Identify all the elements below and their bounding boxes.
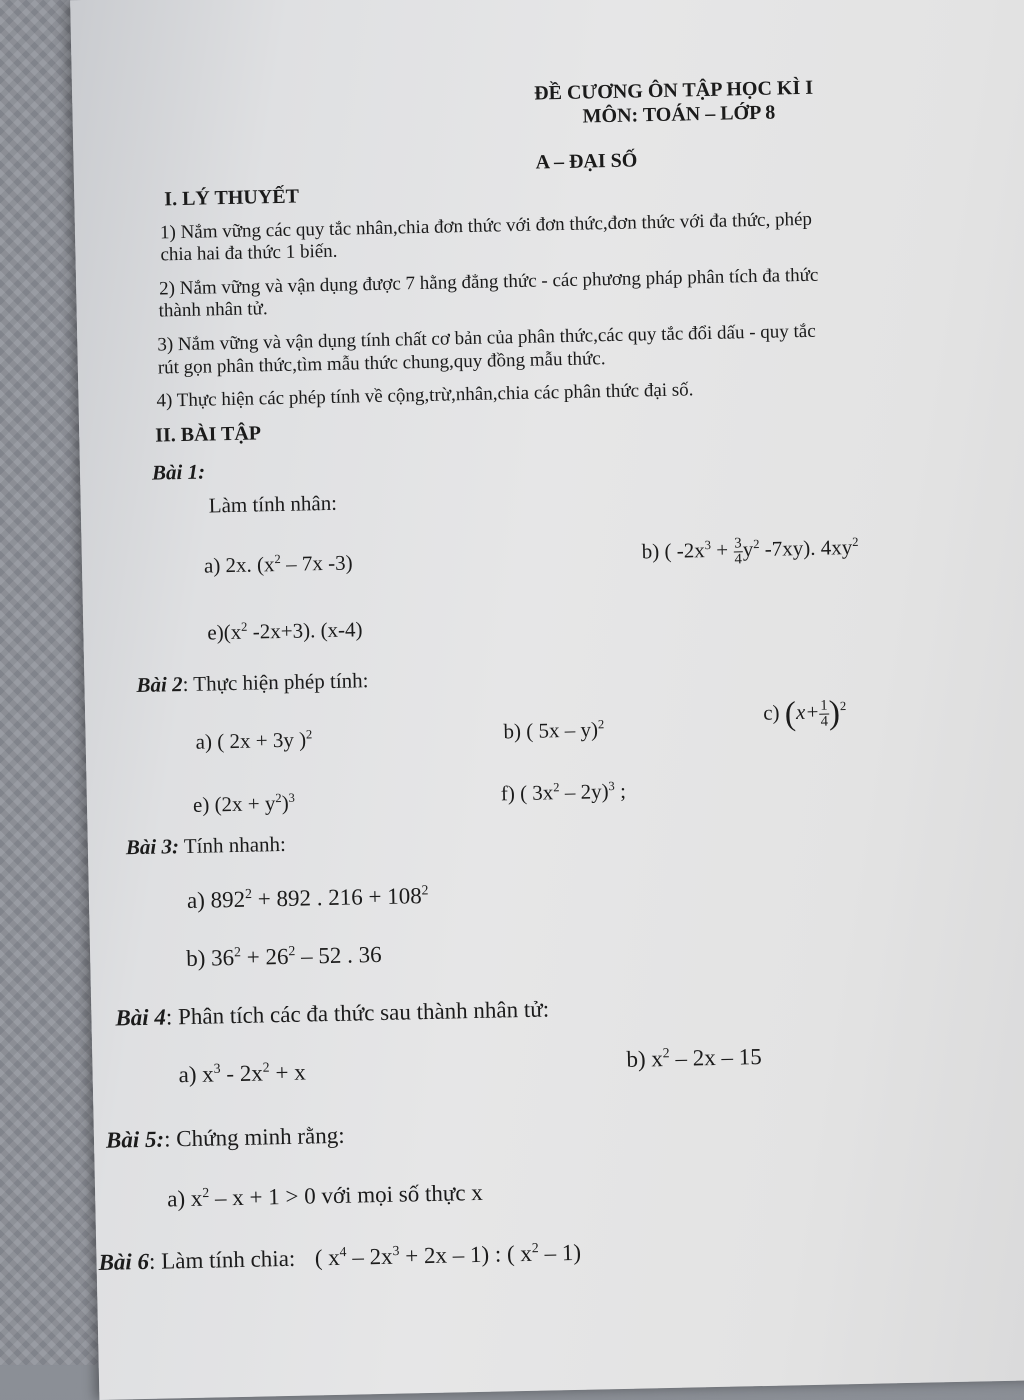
bai2-f: f) ( $3x^2 - 2y)^3$ ;	[500, 778, 627, 806]
bai2-b: b) ( 5x – y)$^2$	[503, 717, 605, 744]
theory-item-2-line2: thành nhân tử.	[158, 298, 268, 322]
document-page	[70, 0, 1024, 1400]
exercises-heading: II. BÀI TẬP	[155, 422, 262, 447]
bai3-a: a) $892^2 + 892$ . $216 + 108^2$	[186, 882, 429, 914]
fraction-three-quarters: $\frac{3}{4}$	[734, 535, 743, 568]
theory-item-3-line1: 3) Nắm vững và vận dụng tính chất cơ bản của phân thức,các quy tắc đổi dấu - quy tắc	[157, 320, 816, 356]
document-title: ĐỀ CƯƠNG ÔN TẬP HỌC KÌ I	[533, 76, 814, 105]
part-heading: A – ĐẠI SỐ	[535, 149, 638, 174]
bai6-prompt: : Làm tính chia:	[148, 1245, 296, 1274]
bai5-prompt: Chứng minh rằng:	[170, 1122, 345, 1152]
theory-item-2-line1: 2) Nắm vững và vận dụng được 7 hằng đẳng thức - các phương pháp phân tích đa thức	[158, 264, 819, 300]
bai1-label: Bài 1:	[151, 459, 206, 485]
bai2-prompt: : Thực hiện phép tính:	[182, 668, 369, 697]
theory-item-1-line2: chia hai đa thức 1 biến.	[160, 240, 338, 266]
bai5-a: a) $x^2 - x + 1 > 0$ với mọi số thực x	[166, 1179, 484, 1212]
bai2-heading	[136, 668, 369, 698]
bai3-b: b) $36^2 + 26^2 - 52$ . 36	[185, 941, 382, 972]
bai1-b: b) ( $-2x^3$ + $\frac{3}{4}$ $y^2$ -7xy). $4xy^2$	[641, 534, 859, 568]
bai6-label: Bài 6	[98, 1248, 150, 1275]
bai1-prompt: Làm tính nhân:	[208, 490, 338, 518]
fraction-one-quarter: $\frac{1}{4}$	[820, 697, 829, 730]
bai6-expression: ( $x^4 - 2x^3 + 2x - 1$) : ( $x^2 - 1$)	[314, 1239, 582, 1271]
bai4-heading	[115, 996, 549, 1031]
theory-heading: I. LÝ THUYẾT	[164, 185, 300, 211]
bai4-label: Bài 4	[115, 1004, 167, 1031]
bai2-a: a) ( 2x + 3y )$^2$	[195, 727, 313, 754]
bai4-a: a) $x^3 - 2x^2 + x$	[178, 1059, 306, 1088]
bai1-e: $e)(x^2$ -2x+3). (x-4)	[207, 617, 363, 645]
theory-item-1-line1: 1) Nắm vững các quy tắc nhân,chia đơn thức với đơn thức,đơn thức với đa thức, phép	[159, 208, 813, 244]
bai3-label: Bài 3:	[125, 834, 180, 860]
bai2-e: e) $(2x + y^2)^3$	[192, 790, 296, 817]
bai4-b: b) $x^2 - 2x - 15$	[626, 1044, 762, 1072]
bai5-label: Bài 5:	[105, 1126, 165, 1153]
theory-item-3-line2: rút gọn phân thức,tìm mẫu thức chung,quy đồng mẫu thức.	[157, 348, 606, 379]
bai5-heading	[106, 1123, 345, 1154]
bai4-prompt: : Phân tích các đa thức sau thành nhân tử:	[165, 996, 550, 1030]
bai3-prompt: Tính nhanh:	[178, 831, 287, 859]
bai6-heading	[98, 1240, 581, 1276]
document-subtitle: MÔN: TOÁN – LỚP 8	[582, 101, 776, 128]
bai2-c: c) (x+ $\frac{1}{4}$ )$^2$	[762, 694, 847, 733]
bai5-label-colon: :	[163, 1126, 171, 1152]
bai1-a: a) 2x. ($x^2 - 7x$ -3)	[203, 550, 353, 578]
bai3-heading	[126, 832, 287, 860]
theory-item-4: 4) Thực hiện các phép tính về cộng,trừ,nhân,chia các phân thức đại số.	[156, 379, 694, 412]
bai2-label: Bài 2	[136, 672, 183, 698]
